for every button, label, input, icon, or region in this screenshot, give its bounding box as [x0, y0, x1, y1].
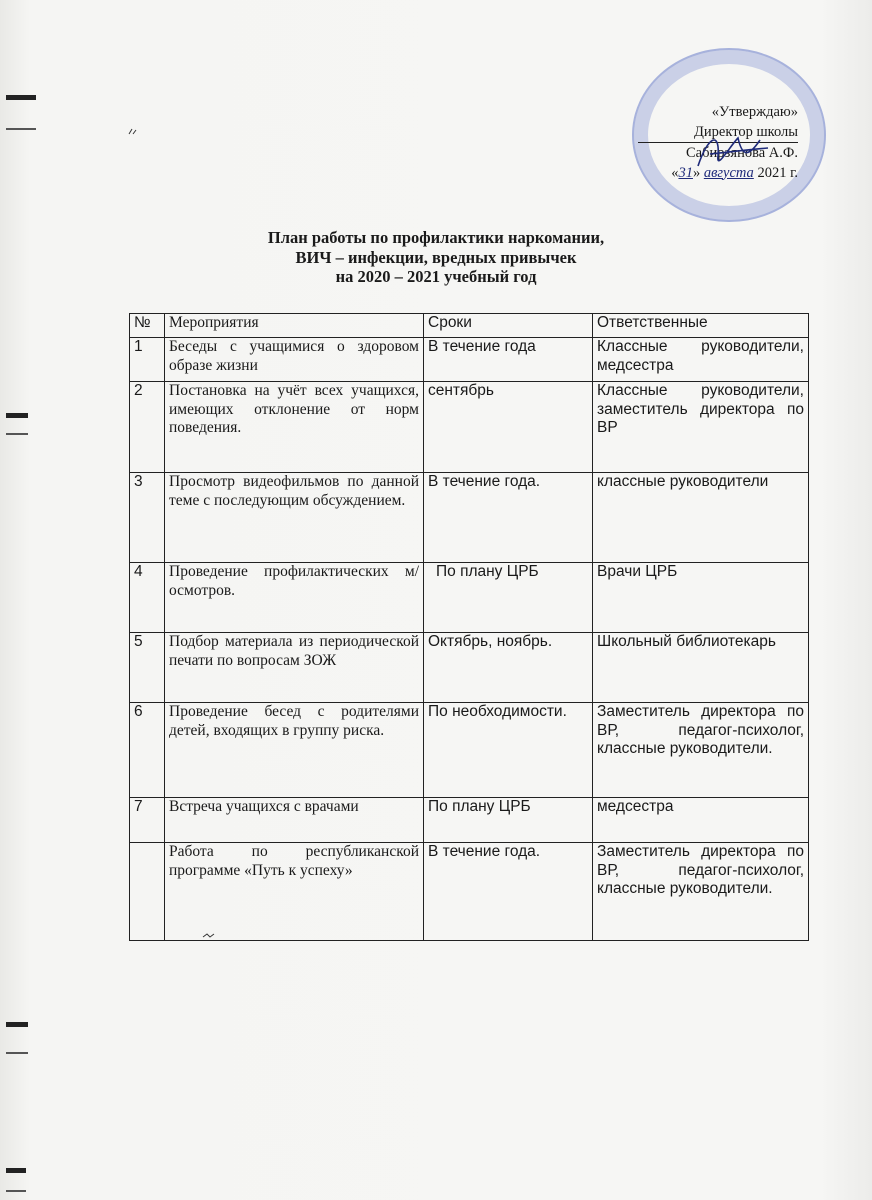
approval-date	[578, 164, 798, 184]
row-term: В течение года	[424, 338, 593, 382]
binder-mark	[6, 433, 28, 435]
header-term: Сроки	[424, 314, 593, 338]
table-row	[130, 382, 809, 473]
table-row	[130, 703, 809, 798]
row-responsible: Заместитель директора по ВР, педагог-психолог, классные руководители.	[593, 843, 809, 941]
stray-mark	[202, 932, 216, 940]
row-responsible: медсестра	[593, 798, 809, 843]
row-num: 1	[130, 338, 165, 382]
title-line-3: на 2020 – 2021 учебный год	[335, 267, 537, 286]
row-event: Просмотр видеофильмов по данной теме с последующим обсуждением.	[165, 473, 424, 563]
plan-table	[129, 313, 809, 941]
binder-mark	[6, 413, 28, 418]
row-event: Постановка на учёт всех учащихся, имеющих отклонение от норм поведения.	[165, 382, 424, 473]
row-responsible: классные руководители	[593, 473, 809, 563]
title-line-1: План работы по профилактики наркомании,	[267, 228, 605, 247]
stray-mark	[128, 128, 138, 136]
header-event: Мероприятия	[165, 314, 424, 338]
header-num: №	[130, 314, 165, 338]
row-event: Беседы с учащимися о здоровом образе жизни	[165, 338, 424, 382]
table-header-row	[130, 314, 809, 338]
row-num	[130, 843, 165, 941]
row-num: 3	[130, 473, 165, 563]
table-row	[130, 473, 809, 563]
table-row	[130, 798, 809, 843]
date-month: августа	[703, 164, 754, 181]
binder-mark	[6, 1190, 26, 1192]
binder-mark	[6, 1168, 26, 1173]
row-responsible: Классные руководители, медсестра	[593, 338, 809, 382]
row-responsible: Классные руководители, заместитель директора по ВР	[593, 382, 809, 473]
row-responsible: Врачи ЦРБ	[593, 563, 809, 633]
row-term: Октябрь, ноябрь.	[424, 633, 593, 703]
date-close-quote: »	[692, 164, 701, 181]
row-event: Работа по республиканской программе «Путь к успеху»	[165, 843, 424, 941]
row-event: Встреча учащихся с врачами	[165, 798, 424, 843]
header-responsible: Ответственные	[593, 314, 809, 338]
row-num: 5	[130, 633, 165, 703]
approval-block	[578, 103, 798, 183]
date-year: 2021 г.	[757, 164, 798, 181]
approval-name: Сабирзянова А.Ф.	[638, 142, 798, 164]
document-title	[0, 228, 872, 287]
row-term: По необходимости.	[424, 703, 593, 798]
row-term: В течение года.	[424, 843, 593, 941]
approval-heading: «Утверждаю»	[711, 104, 798, 120]
approval-position: Директор школы	[694, 123, 798, 140]
row-term: В течение года.	[424, 473, 593, 563]
table-row	[130, 633, 809, 703]
table-row	[130, 563, 809, 633]
row-event: Проведение бесед с родителями детей, входящих в группу риска.	[165, 703, 424, 798]
binder-mark	[6, 1052, 28, 1054]
row-term: сентябрь	[424, 382, 593, 473]
binder-mark	[6, 95, 36, 100]
table-row	[130, 338, 809, 382]
row-event: Подбор материала из периодической печати по вопросам ЗОЖ	[165, 633, 424, 703]
date-day: 31	[678, 164, 693, 181]
row-term: По плану ЦРБ	[424, 563, 593, 633]
row-num: 4	[130, 563, 165, 633]
row-event: Проведение профилактических м/осмотров.	[165, 563, 424, 633]
row-num: 2	[130, 382, 165, 473]
row-num: 7	[130, 798, 165, 843]
row-term: По плану ЦРБ	[424, 798, 593, 843]
binder-mark	[6, 1022, 28, 1027]
table-row	[130, 843, 809, 941]
title-line-2: ВИЧ – инфекции, вредных привычек	[295, 247, 577, 267]
date-open-quote: «	[671, 164, 679, 181]
row-responsible: Заместитель директора по ВР, педагог-психолог, классные руководители.	[593, 703, 809, 798]
binder-mark	[6, 128, 36, 130]
row-responsible: Школьный библиотекарь	[593, 633, 809, 703]
row-num: 6	[130, 703, 165, 798]
